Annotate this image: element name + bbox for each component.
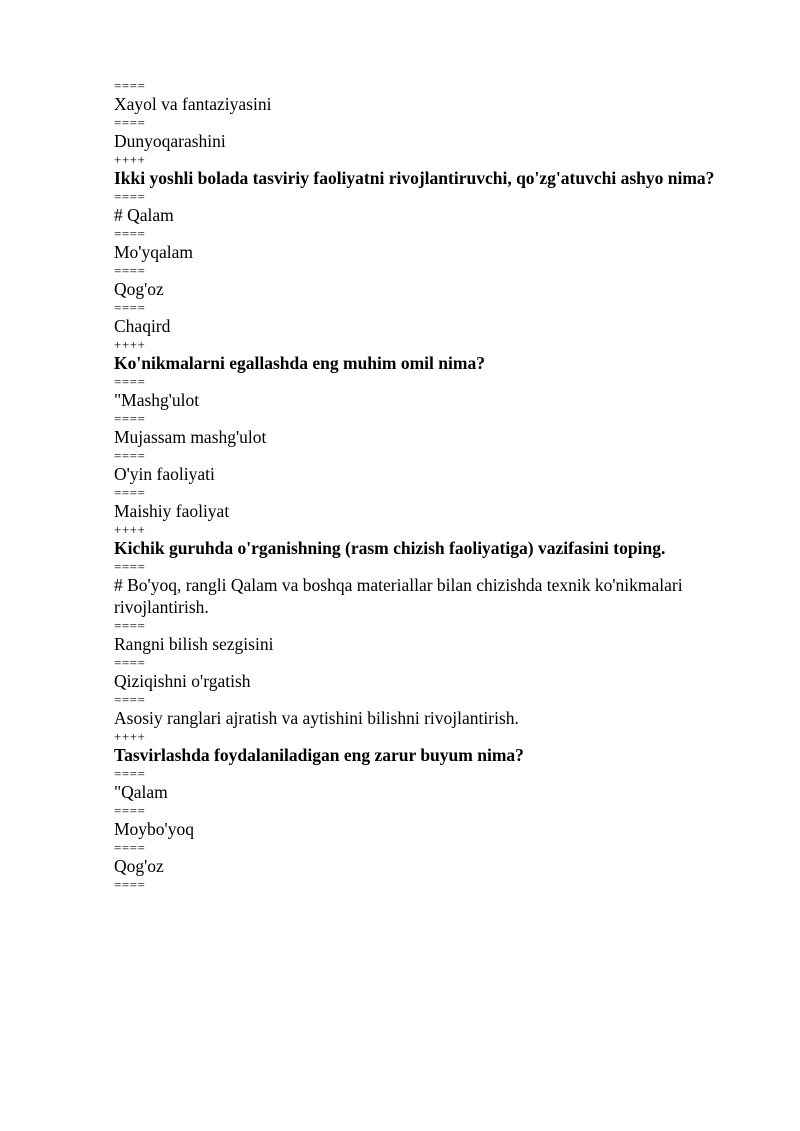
answer-separator: ====: [114, 655, 146, 670]
question-separator: ++++: [114, 729, 146, 744]
answer-option: Mo'yqalam: [114, 242, 193, 262]
answer-option: Maishiy faoliyat: [114, 501, 230, 521]
answer-separator: ====: [114, 374, 146, 389]
answer-separator: ====: [114, 411, 146, 426]
answer-option: Xayol va fantaziyasini: [114, 94, 272, 114]
answer-option: Rangni bilish sezgisini: [114, 634, 274, 654]
answer-separator: ====: [114, 263, 146, 278]
answer-option: Qiziqishni o'rgatish: [114, 671, 251, 691]
answer-separator: ====: [114, 115, 146, 130]
question-text: Ikki yoshli bolada tasviriy faoliyatni rivojlantiruvchi, qo'zg'atuvchi ashyo nima?: [114, 168, 715, 188]
answer-option: Moybo'yoq: [114, 819, 194, 839]
answer-separator: ====: [114, 300, 146, 315]
answer-option: Dunyoqarashini: [114, 131, 226, 151]
answer-option: # Qalam: [114, 205, 174, 225]
answer-option: # Bo'yoq, rangli Qalam va boshqa materiallar bilan chizishda texnik ko'nikmalari rivojlantirish.: [114, 575, 683, 617]
question-text: Tasvirlashda foydalaniladigan eng zarur buyum nima?: [114, 745, 524, 765]
answer-separator: ====: [114, 559, 146, 574]
answer-separator: ====: [114, 766, 146, 781]
answer-option: O'yin faoliyati: [114, 464, 215, 484]
question-text: Kichik guruhda o'rganishning (rasm chizish faoliyatiga) vazifasini toping.: [114, 538, 666, 558]
answer-option: Qog'oz: [114, 279, 164, 299]
question-separator: ++++: [114, 152, 146, 167]
answer-option: Asosiy ranglari ajratish va aytishini bilishni rivojlantirish.: [114, 708, 519, 728]
answer-option: "Mashg'ulot: [114, 390, 200, 410]
answer-separator: ====: [114, 692, 146, 707]
answer-separator: ====: [114, 226, 146, 241]
answer-option: Mujassam mashg'ulot: [114, 427, 267, 447]
answer-option: Qog'oz: [114, 856, 164, 876]
answer-separator: ====: [114, 618, 146, 633]
quiz-content: [114, 78, 734, 892]
answer-option: Chaqird: [114, 316, 171, 336]
question-text: Ko'nikmalarni egallashda eng muhim omil nima?: [114, 353, 485, 373]
answer-separator: ====: [114, 803, 146, 818]
answer-separator: ====: [114, 189, 146, 204]
answer-separator: ====: [114, 78, 146, 93]
answer-separator: ====: [114, 485, 146, 500]
answer-separator: ====: [114, 448, 146, 463]
answer-separator: ====: [114, 877, 146, 892]
question-separator: ++++: [114, 337, 146, 352]
question-separator: ++++: [114, 522, 146, 537]
answer-option: "Qalam: [114, 782, 168, 802]
answer-separator: ====: [114, 840, 146, 855]
